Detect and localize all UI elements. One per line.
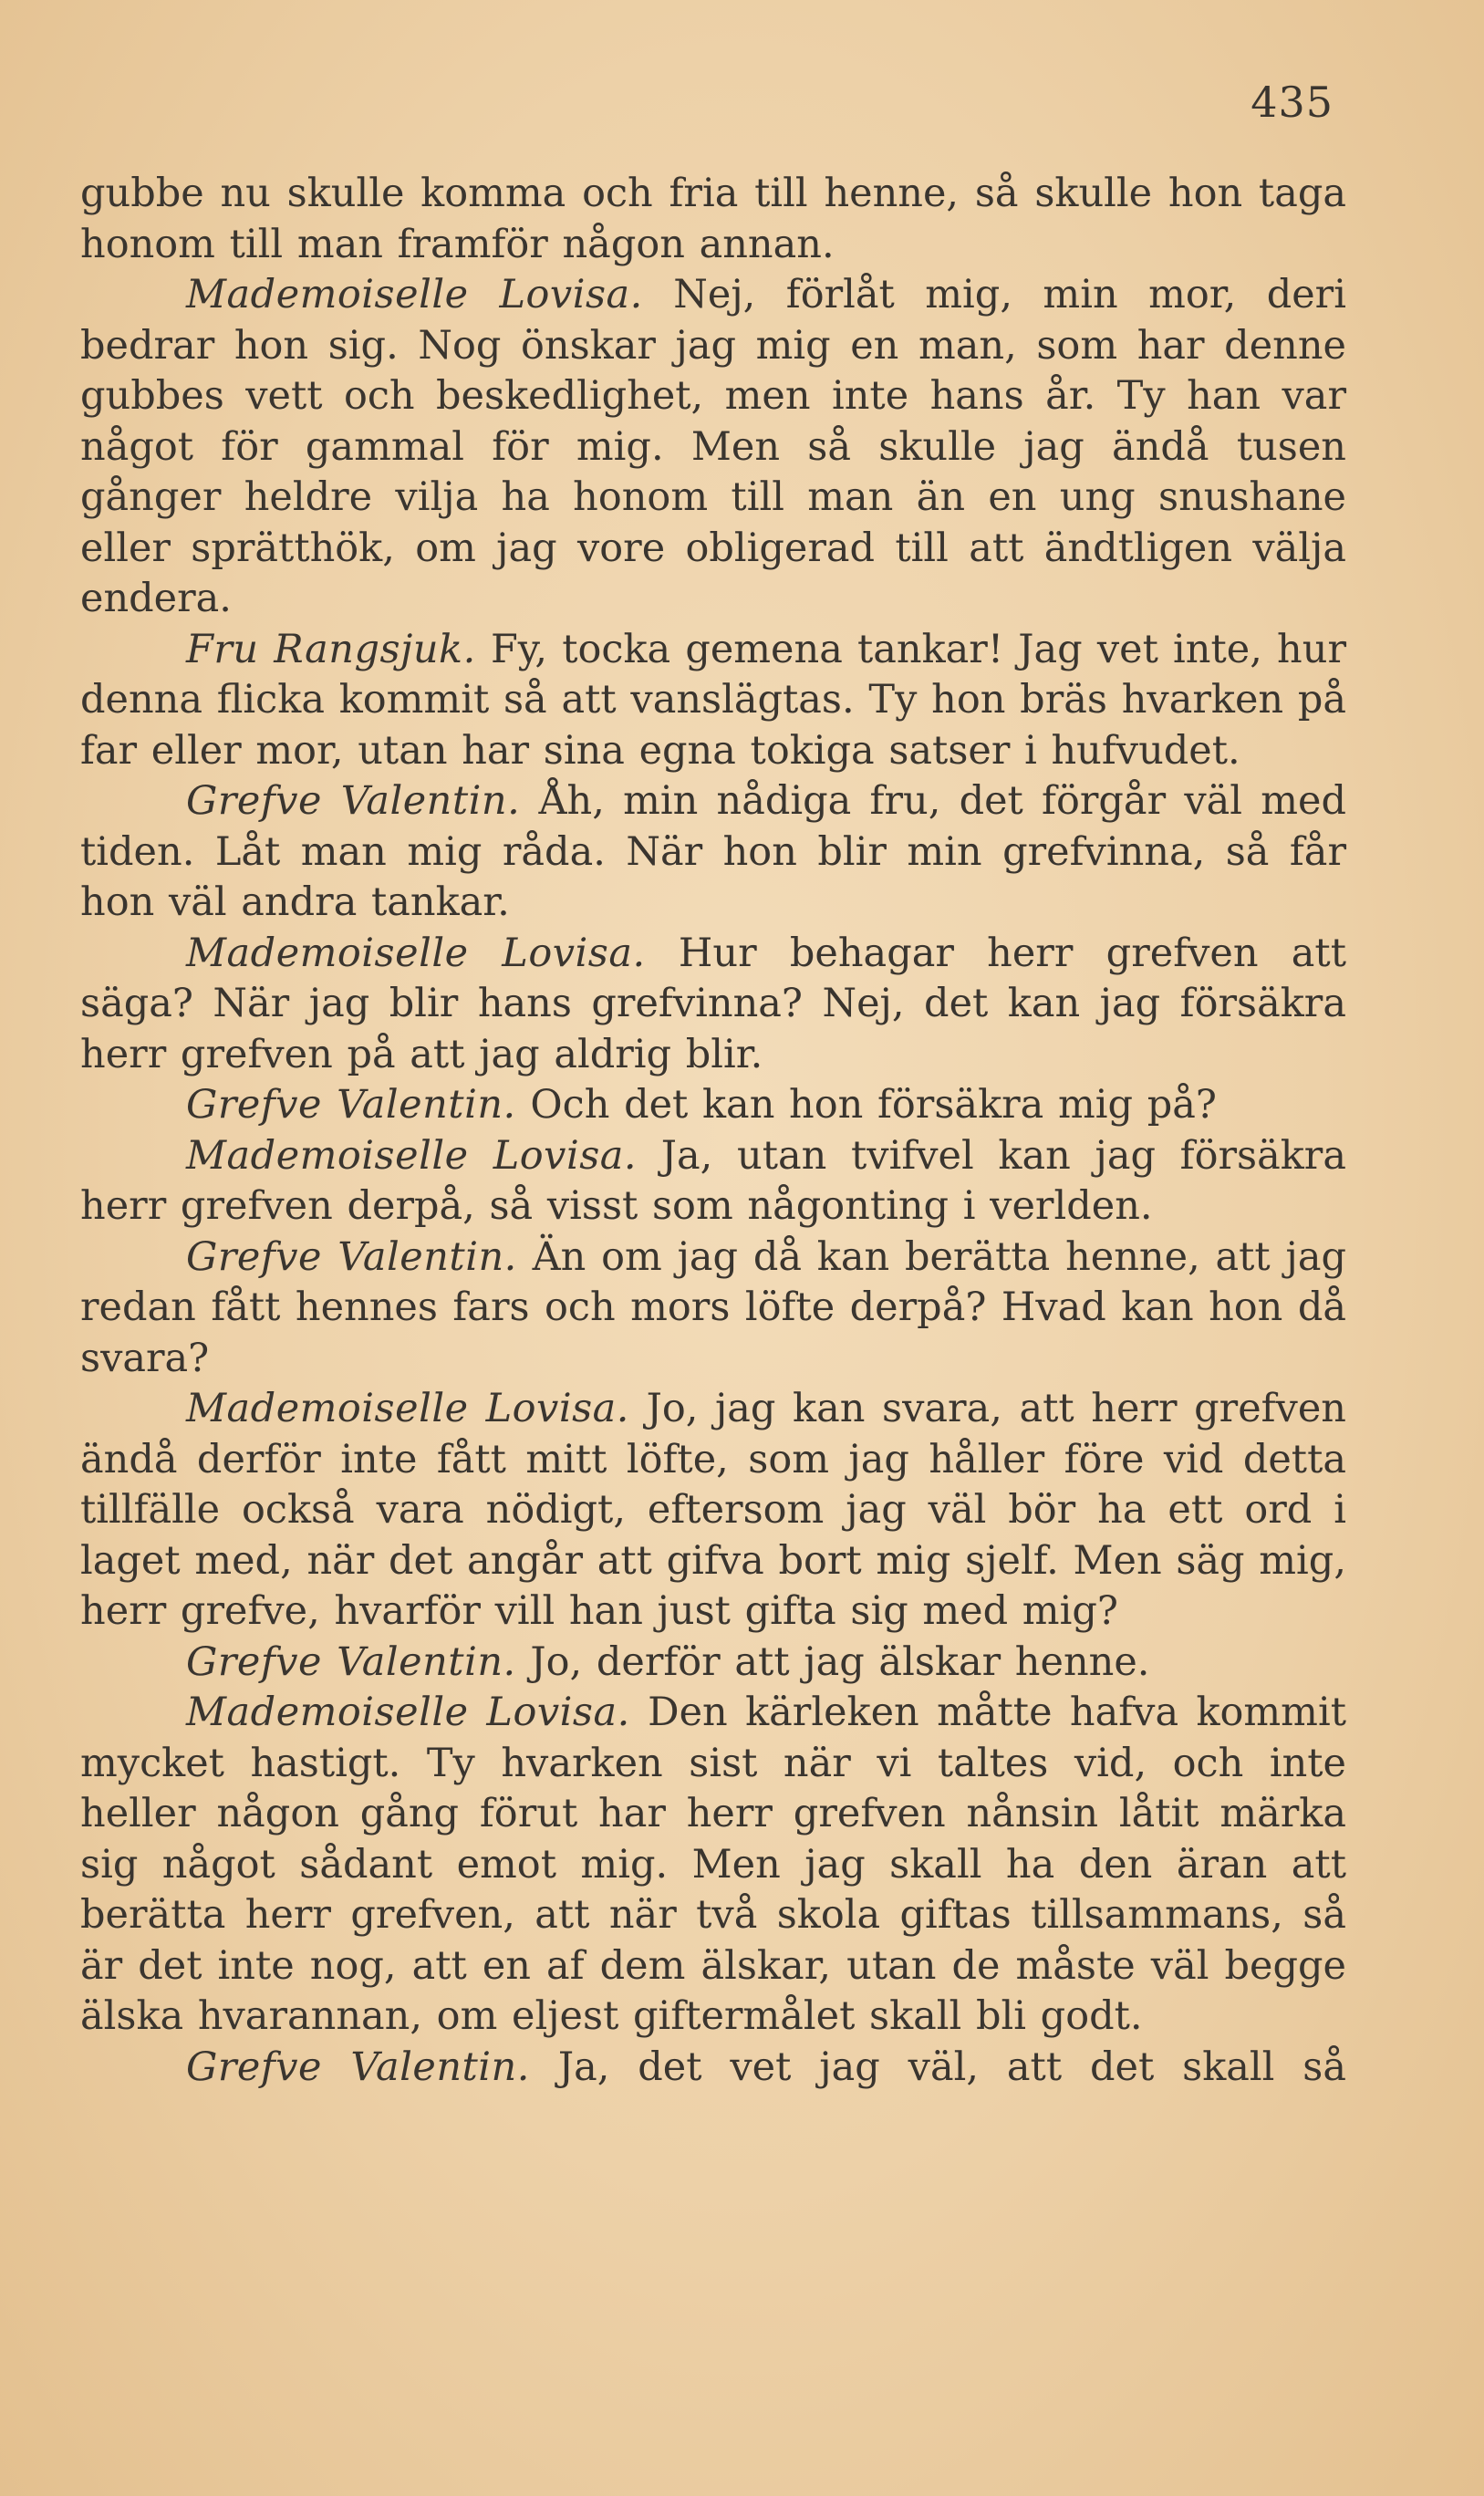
dialogue-paragraph: [80, 1384, 1346, 1638]
speaker-name: Fru Rangsjuk.: [186, 626, 476, 672]
paragraph-text: Ja, utan tvifvel kan jag försäkra herr grefven derpå, så visst som någonting i verlden.: [80, 1132, 1346, 1229]
paragraph-text: Fy, tocka gemena tankar! Jag vet inte, hur denna flicka kommit så att vanslägtas. Ty hon bräs hvarken på far eller mor, utan har sina egna tokiga satser i hufvudet.: [80, 626, 1346, 774]
speaker-name: Grefve Valentin.: [186, 1638, 516, 1685]
speaker-name: Grefve Valentin.: [186, 1082, 516, 1128]
paragraph-text: Hur behagar herr grefven att säga? När jag blir hans grefvinna? Nej, det kan jag försäkra herr grefven på att jag aldrig blir.: [80, 930, 1346, 1077]
dialogue-paragraph: [80, 270, 1346, 625]
speaker-name: Grefve Valentin.: [186, 778, 521, 824]
page-number: 435: [1251, 78, 1334, 127]
dialogue-paragraph: [80, 929, 1346, 1081]
speaker-name: Mademoiselle Lovisa.: [186, 1386, 629, 1431]
paragraph-continuation: [80, 169, 1346, 270]
dialogue-paragraph: [80, 1638, 1346, 1689]
paragraph-text: Än om jag då kan berätta henne, att jag redan fått hennes fars och mors löfte derpå? Hvad kan hon då svara?: [80, 1233, 1346, 1381]
speaker-name: Mademoiselle Lovisa.: [186, 930, 646, 976]
dialogue-paragraph: [80, 2043, 1346, 2094]
dialogue-paragraph: [80, 1232, 1346, 1385]
speaker-name: Grefve Valentin.: [186, 1233, 517, 1280]
speaker-name: Grefve Valentin.: [186, 2044, 530, 2090]
paragraph-text: Jo, derför att jag älskar henne.: [515, 1638, 1150, 1685]
paragraph-text: Och det kan hon försäkra mig på?: [515, 1082, 1217, 1128]
speaker-name: Mademoiselle Lovisa.: [186, 1690, 630, 1735]
dialogue-paragraph: [80, 1131, 1346, 1232]
dialogue-paragraph: [80, 625, 1346, 777]
dialogue-paragraph: [80, 1688, 1346, 2043]
paragraph-text: Jo, jag kan svara, att herr grefven ändå derför inte fått mitt löfte, som jag håller före vid detta tillfälle också vara nödigt, eftersom jag väl bör ha ett ord i laget med, när det angår att gifva bort mig sjelf. Men säg mig, herr grefve, hvarför vill han just gifta sig med mig?: [80, 1386, 1346, 1634]
speaker-name: Mademoiselle Lovisa.: [186, 1132, 638, 1179]
paragraph-text: Nej, förlåt mig, min mor, deri bedrar hon sig. Nog önskar jag mig en man, som har denne gubbes vett och beskedlighet, men inte hans år. Ty han var något för gammal för mig. Men så skulle jag ändå tusen gånger heldre vilja ha honom till man än en ung snushane eller sprätthök, om jag vore obligerad till att ändtligen välja endera.: [80, 272, 1346, 621]
paragraph-text: Åh, min nådiga fru, det förgår väl med tiden. Låt man mig råda. När hon blir min grefvinna, så får hon väl andra tankar.: [80, 778, 1346, 925]
dialogue-paragraph: [80, 776, 1346, 929]
paragraph-text: gubbe nu skulle komma och fria till henne, så skulle hon taga honom till man framför någon annan.: [80, 171, 1346, 267]
paragraph-text: Den kärleken måtte hafva kommit mycket hastigt. Ty hvarken sist när vi taltes vid, och inte heller någon gång förut har herr grefven nånsin låtit märka sig något sådant emot mig. Men jag skall ha den äran att berätta herr grefven, att när två skola giftas tillsammans, så är det inte nog, att en af dem älskar, utan de måste väl begge älska hvarannan, om eljest giftermålet skall bli godt.: [80, 1690, 1346, 2039]
speaker-name: Mademoiselle Lovisa.: [186, 272, 643, 317]
dialogue-paragraph: [80, 1080, 1346, 1131]
page-text: [80, 169, 1346, 2093]
paragraph-text: Ja, det vet jag väl, att det skall så: [529, 2044, 1346, 2090]
